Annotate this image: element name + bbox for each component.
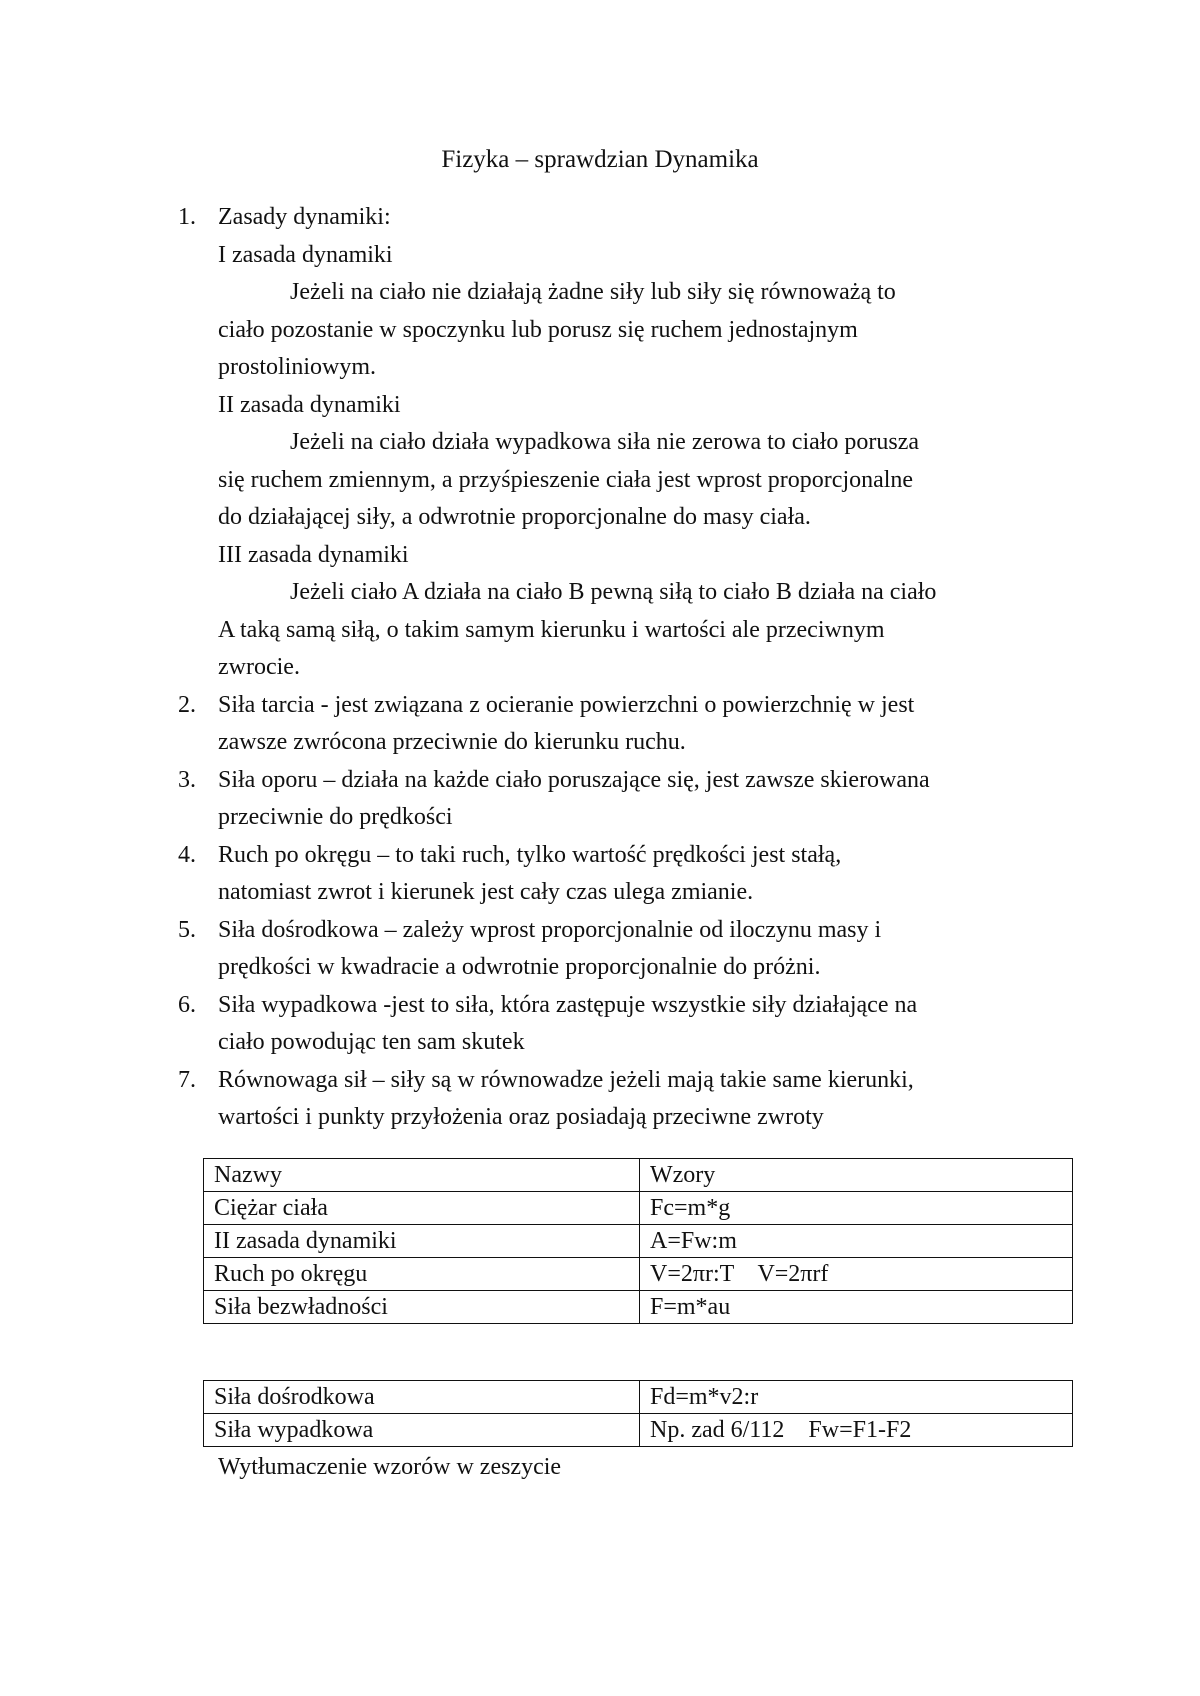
list-number: 6.: [178, 991, 196, 1018]
law-2-text: do działającej siły, a odwrotnie proporcjonalne do masy ciała.: [218, 504, 811, 530]
law-3-text: A taką samą siłą, o takim samym kierunku i wartości ale przeciwnym: [218, 616, 885, 643]
list-item-5: [178, 912, 1078, 987]
table-row: [204, 1258, 1073, 1291]
table-cell-name: II zasada dynamiki: [204, 1225, 640, 1258]
list-number: 2.: [178, 691, 196, 718]
table-cell-formula: F=m*au: [640, 1291, 1073, 1324]
table-row: [204, 1381, 1073, 1414]
page-title: Fizyka – sprawdzian Dynamika: [441, 146, 759, 173]
list-item-text: Siła oporu – działa na każde ciało poruszające się, jest zawsze skierowana: [218, 766, 930, 793]
list-number: 5.: [178, 916, 196, 943]
law-1-title: I zasada dynamiki: [218, 241, 393, 268]
table-row: [204, 1414, 1073, 1447]
table-row: [204, 1192, 1073, 1225]
table-cell-name: Siła wypadkowa: [204, 1414, 640, 1447]
list-item-text: Równowaga sił – siły są w równowadze jeżeli mają takie same kierunki,: [218, 1066, 914, 1093]
list-item-text: Ruch po okręgu – to taki ruch, tylko wartość prędkości jest stałą,: [218, 841, 842, 868]
table-cell-formula: A=Fw:m: [640, 1225, 1073, 1258]
table-cell-formula: Fc=m*g: [640, 1192, 1073, 1225]
table-cell-formula: Fd=m*v2:r: [640, 1381, 1073, 1414]
list-item-text: wartości i punkty przyłożenia oraz posiadają przeciwne zwroty: [218, 1104, 824, 1130]
law-3-text: zwrocie.: [218, 654, 300, 680]
list-item-text: Siła wypadkowa -jest to siła, która zastępuje wszystkie siły działające na: [218, 991, 918, 1018]
law-3-title: III zasada dynamiki: [218, 541, 409, 568]
list-item-text: Siła tarcia - jest związana z ocieranie powierzchni o powierzchnię w jest: [218, 691, 915, 718]
list-item-4: [178, 837, 1078, 912]
law-1-text: prostoliniowym.: [218, 354, 377, 380]
formulas-table: [203, 1158, 1073, 1324]
list-item-1: [178, 199, 1078, 687]
table-cell-name: Siła bezwładności: [204, 1291, 640, 1324]
list-item-text: natomiast zwrot i kierunek jest cały czas ulega zmianie.: [218, 879, 754, 905]
law-2-text: się ruchem zmiennym, a przyśpieszenie ciała jest wprost proporcjonalne: [218, 466, 914, 493]
law-1-text: Jeżeli na ciało nie działają żadne siły lub siły się równoważą to: [290, 279, 896, 305]
list-item-2: [178, 687, 1078, 762]
table-header-cell: Wzory: [640, 1159, 1073, 1192]
numbered-list: [178, 199, 1078, 1137]
list-number: 7.: [178, 1066, 196, 1093]
list-item-text: ciało powodując ten sam skutek: [218, 1029, 525, 1055]
table-cell-formula: V=2πr:T V=2πrf: [640, 1258, 1073, 1291]
law-1-text: ciało pozostanie w spoczynku lub porusz się ruchem jednostajnym: [218, 316, 858, 343]
table-cell-formula: Np. zad 6/112 Fw=F1-F2: [640, 1414, 1073, 1447]
list-item-text: prędkości w kwadracie a odwrotnie proporcjonalnie do próżni.: [218, 954, 821, 980]
list-item-6: [178, 987, 1078, 1062]
law-2-text: Jeżeli na ciało działa wypadkowa siła nie zerowa to ciało porusza: [290, 429, 920, 455]
formulas-table-2: [203, 1380, 1073, 1447]
list-item-text: zawsze zwrócona przeciwnie do kierunku ruchu.: [218, 729, 686, 755]
list-item-text: przeciwnie do prędkości: [218, 804, 453, 830]
table-cell-name: Ciężar ciała: [204, 1192, 640, 1225]
footer-note: Wytłumaczenie wzorów w zeszycie: [218, 1454, 562, 1480]
list-item-text: Siła dośrodkowa – zależy wprost proporcjonalnie od iloczynu masy i: [218, 916, 882, 943]
law-2-title: II zasada dynamiki: [218, 391, 401, 418]
list-number: 1.: [178, 204, 196, 230]
list-item-3: [178, 762, 1078, 837]
table-header-row: [204, 1159, 1073, 1192]
table-header-cell: Nazwy: [204, 1159, 640, 1192]
table-row: [204, 1225, 1073, 1258]
list-number: 4.: [178, 841, 196, 868]
table-cell-name: Ruch po okręgu: [204, 1258, 640, 1291]
law-3-text: Jeżeli ciało A działa na ciało B pewną siłą to ciało B działa na ciało: [290, 579, 937, 605]
list-number: 3.: [178, 766, 196, 793]
table-cell-name: Siła dośrodkowa: [204, 1381, 640, 1414]
section-heading: Zasady dynamiki:: [218, 204, 391, 230]
list-item-7: [178, 1062, 1078, 1137]
table-row: [204, 1291, 1073, 1324]
